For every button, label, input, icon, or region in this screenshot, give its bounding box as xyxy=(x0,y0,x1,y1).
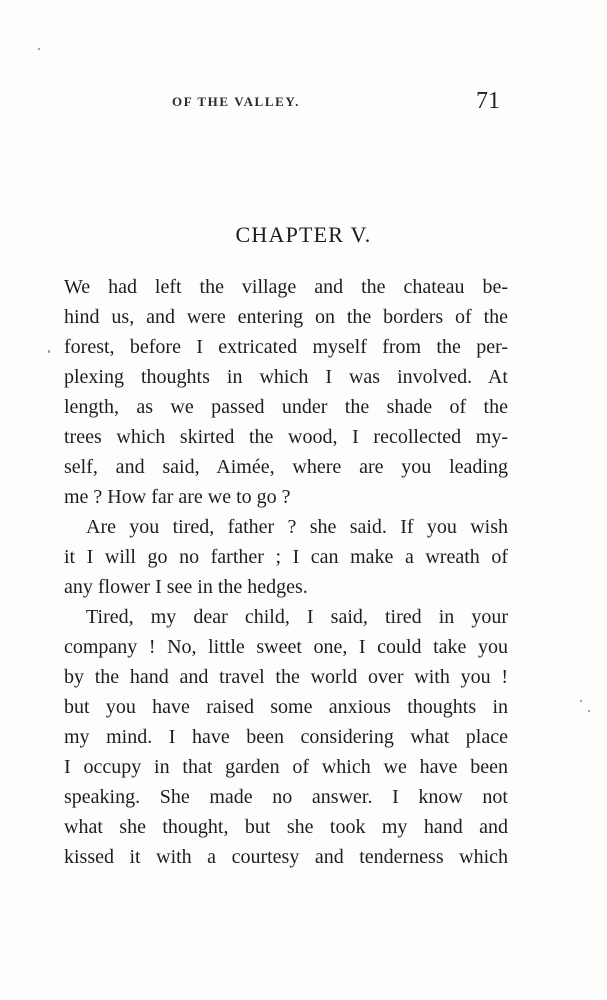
text-line: I occupy in that garden of which we have been xyxy=(64,756,508,778)
scan-speck xyxy=(588,710,590,712)
text-line: We had left the village and the chateau be- xyxy=(64,276,508,298)
text-line: by the hand and travel the world over with you ! xyxy=(64,666,508,688)
text-line: but you have raised some anxious thoughts in xyxy=(64,696,508,718)
scan-speck xyxy=(38,48,40,50)
text-line: my mind. I have been considering what place xyxy=(64,726,508,748)
text-line: trees which skirted the wood, I recollected my- xyxy=(64,426,508,448)
text-line: kissed it with a courtesy and tenderness which xyxy=(64,846,508,868)
text-line: self, and said, Aimée, where are you leading xyxy=(64,456,508,478)
text-line: it I will go no farther ; I can make a wreath of xyxy=(64,546,508,568)
text-line: forest, before I extricated myself from the per- xyxy=(64,336,508,358)
scan-speck xyxy=(580,700,582,702)
body-text xyxy=(64,272,508,872)
running-head xyxy=(62,88,514,118)
chapter-heading: CHAPTER V. xyxy=(235,222,372,247)
text-line: Tired, my dear child, I said, tired in your xyxy=(86,606,508,628)
text-line: length, as we passed under the shade of the xyxy=(64,396,508,418)
text-line: Are you tired, father ? she said. If you wish xyxy=(86,516,508,538)
text-line: company ! No, little sweet one, I could take you xyxy=(64,636,508,658)
text-line: what she thought, but she took my hand and xyxy=(64,816,508,838)
text-line: me ? How far are we to go ? xyxy=(64,486,291,508)
text-line: speaking. She made no answer. I know not xyxy=(64,786,508,808)
page-number: 71 xyxy=(476,88,500,114)
text-line: plexing thoughts in which I was involved. At xyxy=(64,366,508,388)
text-line: any flower I see in the hedges. xyxy=(64,576,308,598)
running-title: OF THE VALLEY. xyxy=(172,94,301,109)
text-line: hind us, and were entering on the borders of the xyxy=(64,306,508,328)
scan-speck xyxy=(48,350,50,353)
